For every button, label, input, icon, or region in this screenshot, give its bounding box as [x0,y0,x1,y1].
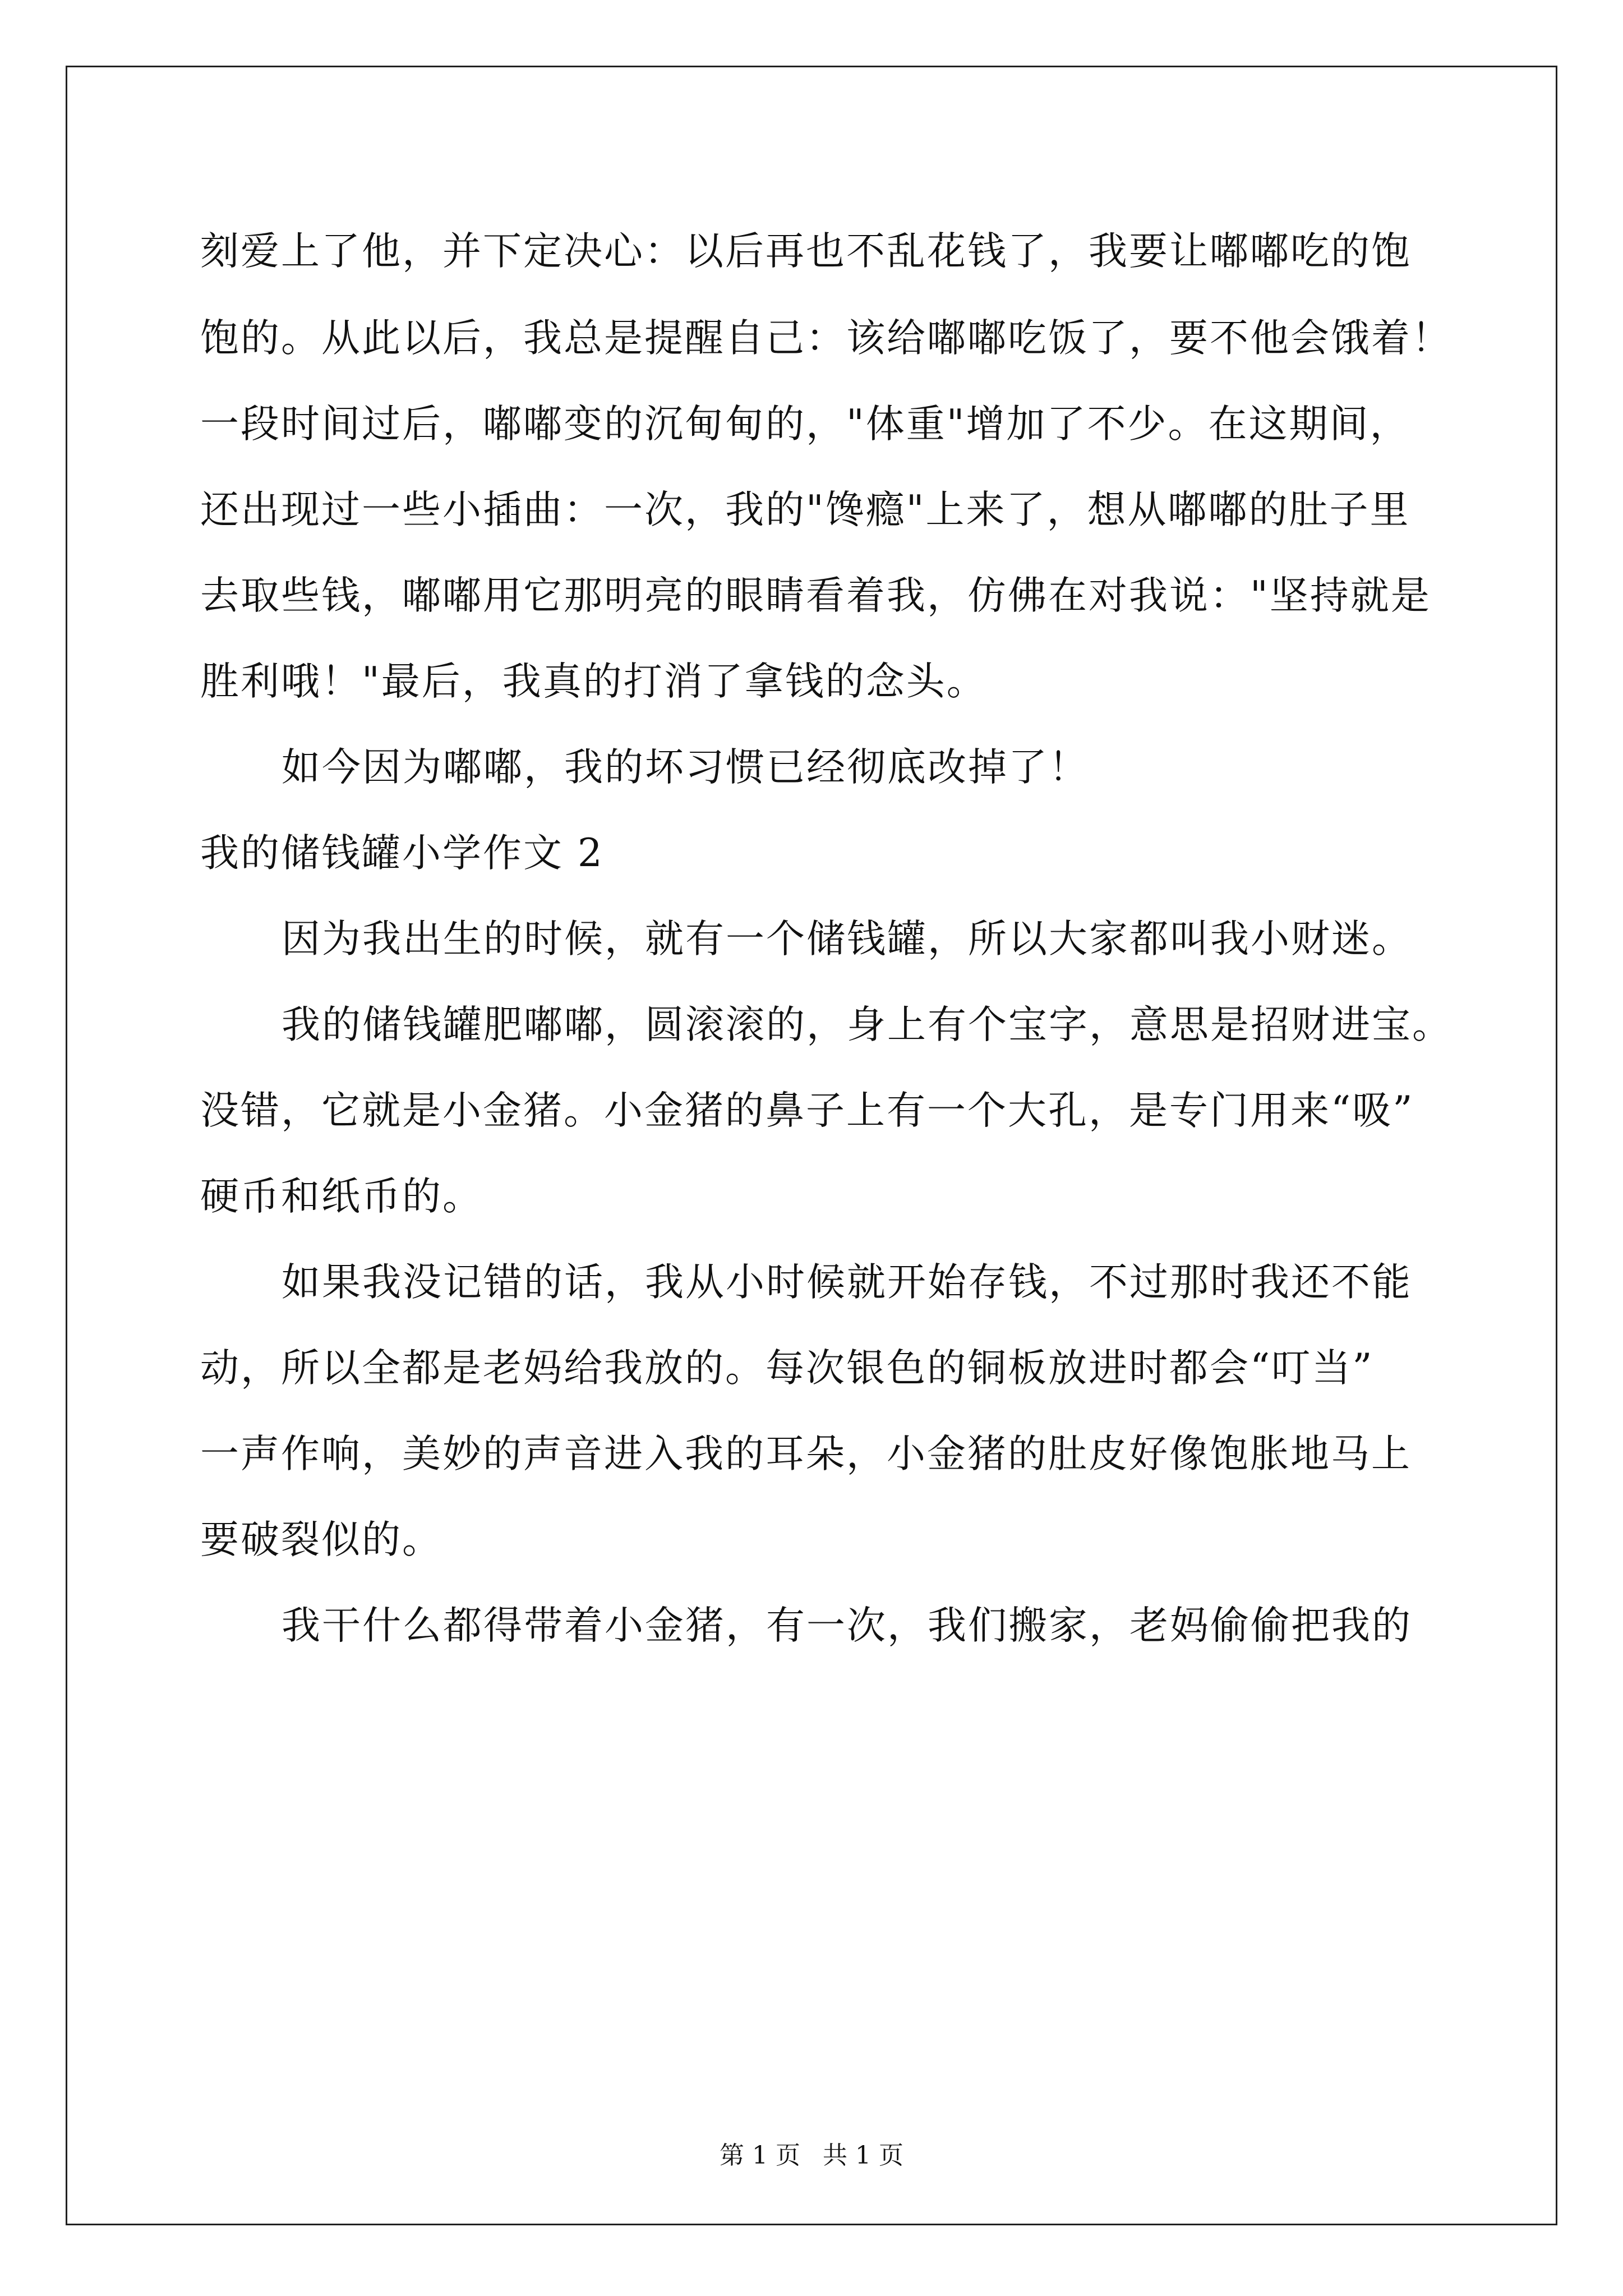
text-line: 我的储钱罐肥嘟嘟，圆滚滚的，身上有个宝字，意思是招财进宝。 [282,1002,1453,1047]
text-line: 硬币和纸币的。 [200,1174,483,1219]
text-line: 去取些钱，嘟嘟用它那明亮的眼睛看着我，仿佛在对我说："坚持就是 [200,573,1431,618]
text-line: 我干什么都得带着小金猪，有一次，我们搬家，老妈偷偷把我的 [282,1603,1412,1648]
text-line: 动，所以全都是老妈给我放的。每次银色的铜板放进时都会“叮当” [200,1346,1374,1391]
text-line: 还出现过一些小插曲：一次，我的"馋瘾"上来了，想从嘟嘟的肚子里 [200,487,1410,532]
text-line: 一段时间过后，嘟嘟变的沉甸甸的，"体重"增加了不少。在这期间， [200,402,1410,447]
section-heading: 我的储钱罐小学作文 2 [200,831,604,876]
text-line: 一声作响，美妙的声音进入我的耳朵，小金猪的肚皮好像饱胀地马上 [200,1432,1412,1476]
text-line: 胜利哦！"最后，我真的打消了拿钱的念头。 [200,659,987,704]
page-footer [0,2140,1623,2171]
page-total: 共 1 页 [823,2141,903,2170]
text-line: 因为我出生的时候，就有一个储钱罐，所以大家都叫我小财迷。 [282,917,1412,961]
page-frame [66,66,1557,2225]
text-line: 饱的。从此以后，我总是提醒自己：该给嘟嘟吃饭了，要不他会饿着！ [200,316,1452,361]
text-line: 如今因为嘟嘟，我的坏习惯已经彻底改掉了！ [282,745,1089,790]
text-line: 没错，它就是小金猪。小金猪的鼻子上有一个大孔，是专门用来“吸” [200,1088,1414,1133]
text-line: 如果我没记错的话，我从小时候就开始存钱，不过那时我还不能 [282,1260,1412,1305]
text-line: 要破裂似的。 [200,1517,442,1562]
text-line: 刻爱上了他，并下定决心：以后再也不乱花钱了，我要让嘟嘟吃的饱 [200,229,1412,274]
page-number: 第 1 页 [720,2141,800,2170]
